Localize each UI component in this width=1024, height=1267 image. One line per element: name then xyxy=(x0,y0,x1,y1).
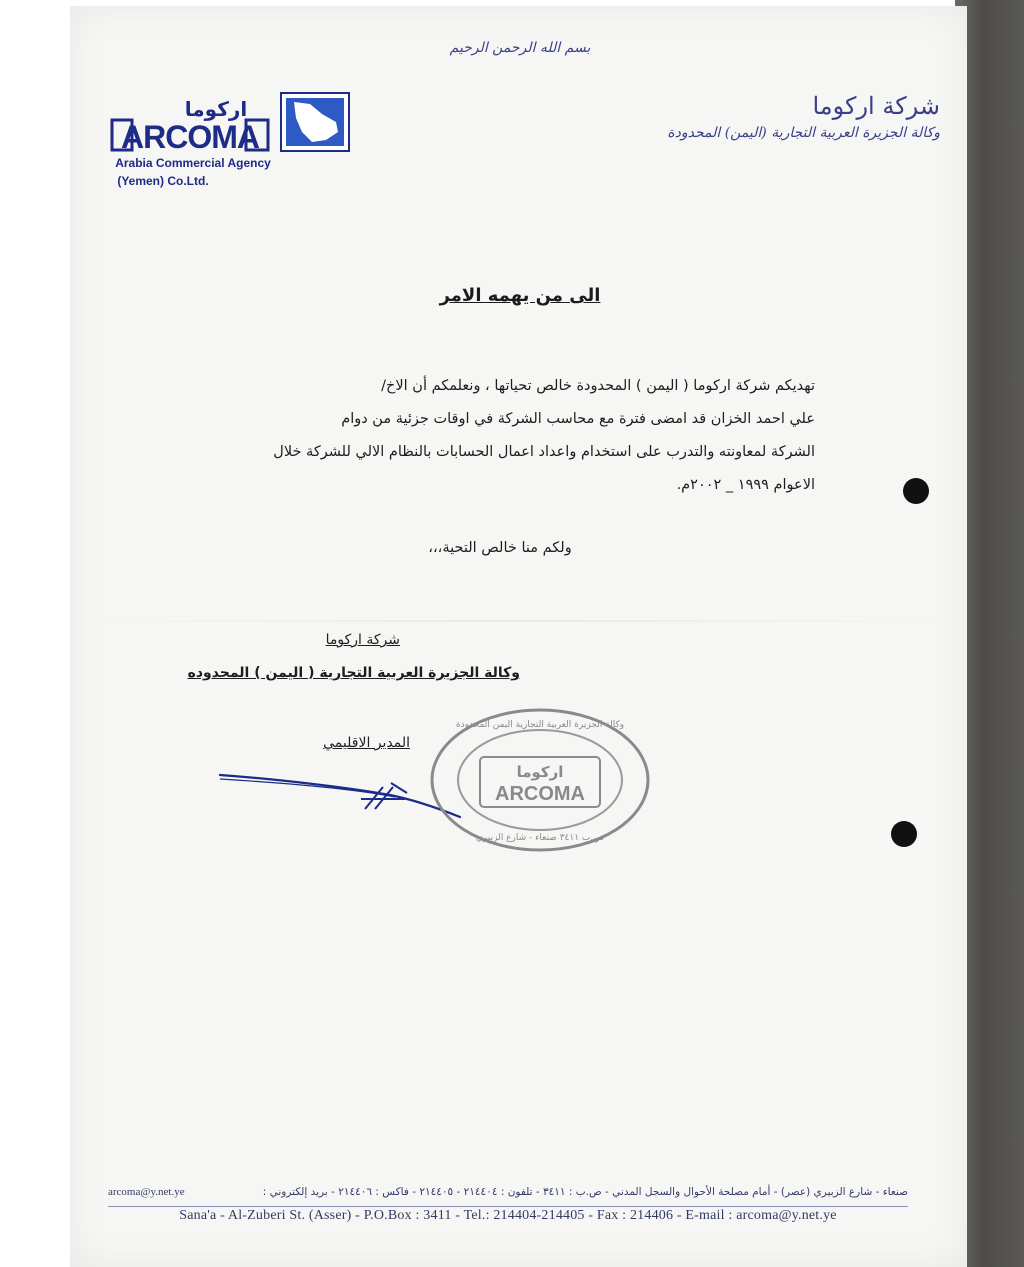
company-subtitle-ar: وكالة الجزيرة العربية التجارية (اليمن) المحدودة xyxy=(667,124,940,141)
logo-company-name: Arabia Commercial Agency xyxy=(115,156,271,170)
basmala: بسم الله الرحمن الرحيم xyxy=(449,40,591,56)
stamp-bottom-text: ص.ب ٣٤١١ صنعاء - شارع الزبيري xyxy=(475,833,605,843)
paper-fold xyxy=(70,620,967,622)
stamp-center-en: ARCOMA xyxy=(495,783,585,805)
arcoma-logo xyxy=(108,90,358,200)
footer-divider xyxy=(108,1206,908,1207)
body-line: علي احمد الخزان قد امضى فترة مع محاسب الشركة في اوقات جزئية من دوام xyxy=(341,411,815,427)
footer-english: Sana'a - Al-Zuberi St. (Asser) - P.O.Box : 3411 - Tel.: 214404-214405 - Fax : 214406 - E-mail : arcoma@y.net.ye xyxy=(179,1208,837,1223)
stamp-center-ar: اركوما xyxy=(516,763,564,781)
footer-arabic xyxy=(108,1186,908,1198)
company-title-ar: شركة اركوما xyxy=(812,92,940,120)
body-line: الشركة لمعاونته والتدرب على استخدام واعداد اعمال الحسابات بالنظام الالي للشركة خلال xyxy=(273,444,815,460)
company-name-arabic xyxy=(650,92,940,141)
arabian-peninsula-icon xyxy=(280,92,350,152)
logo-wordmark xyxy=(108,96,272,152)
punch-hole xyxy=(891,821,917,847)
signatory-company: شركة اركوما xyxy=(325,632,400,648)
signatory-title: المدير الاقليمي xyxy=(323,735,410,751)
logo-company-suffix: (Yemen) Co.Ltd. xyxy=(117,174,209,188)
signatory-agency: وكالة الجزيرة العربية التجارية ( اليمن ) المحدوده xyxy=(187,665,520,681)
closing-greeting: ولكم منا خالص التحية،،، xyxy=(428,540,572,556)
logo-wordmark-en: ARCOMA xyxy=(121,119,259,152)
punch-hole xyxy=(903,478,929,504)
body-line: تهديكم شركة اركوما ( اليمن ) المحدودة خالص تحياتها ، ونعلمكم أن الاخ/ xyxy=(381,378,815,394)
letter-body xyxy=(215,370,815,502)
body-line: الاعوام ١٩٩٩ _ ٢٠٠٢م. xyxy=(676,477,815,493)
footer-email: arcoma@y.net.ye xyxy=(108,1186,185,1198)
letter-title: الى من يهمه الامر xyxy=(439,285,601,306)
company-stamp xyxy=(428,705,652,855)
stamp-ring-text: وكالة الجزيرة العربية التجارية اليمن المحدودة xyxy=(455,720,625,730)
footer-arabic-text: صنعاء - شارع الزبيري (عصر) - أمام مصلحة الأحوال والسجل المدني - ص.ب : ٣٤١١ - تلفون : ٢١٤٤٠٤ - ٢١٤٤٠٥ - فاكس : ٢١٤٤٠٦ - بريد إلكتروني : xyxy=(262,1186,908,1198)
logo-wordmark-ar: اركوما xyxy=(184,97,248,121)
